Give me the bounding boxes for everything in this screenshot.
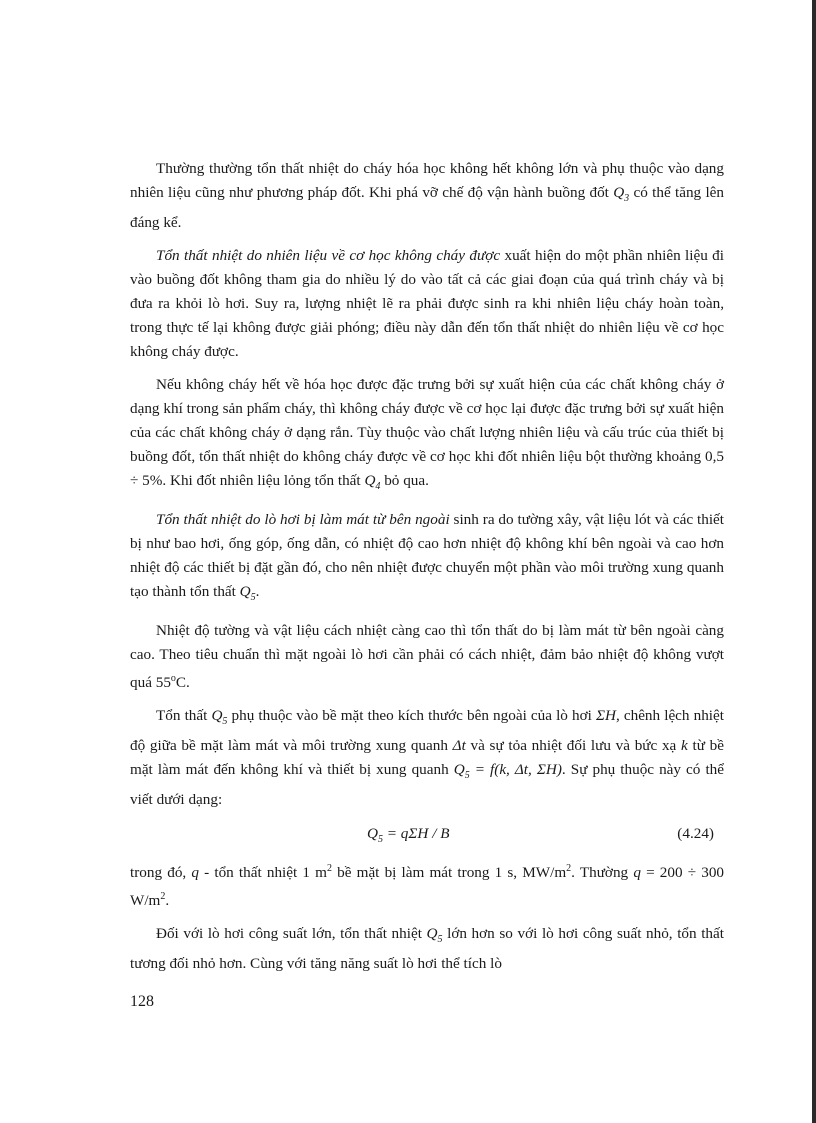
equation-formula: $Q_5 = q\Sigma H / B$ <box>367 825 450 846</box>
paragraph-5: Nhiệt độ tường và vật liệu cách nhiệt càng cao thì tổn thất do bị làm mát từ bên ngoài càng cao. Theo tiêu chuẩn thì mặt ngoài lò hơi cần phải có cách nhiệt, đảm bảo nhiệt độ không vượt quá 55$^o$C. <box>130 622 724 692</box>
paragraph-7: trong đó, q - tổn thất nhiệt 1 $m^2$ bề mặt bị làm mát trong 1 s, $MW/m^2$. Thường q = 200 ÷ 300 $W/m^2$. <box>130 863 725 910</box>
paragraph-3: Nếu không cháy hết về hóa học được đặc trưng bởi sự xuất hiện của các chất không cháy ở dạng khí trong sản phẩm cháy, thì không cháy được về cơ học lại được đặc trưng bởi sự xuất hiện của các chất không cháy ở dạng rắn. Tùy thuộc vào chất lượng nhiên liệu và cấu trúc của thiết bị buồng đốt, tổn thất nhiệt do không cháy được về cơ học khi đốt nhiên liệu bột thường khoảng 0,5 ÷ 5%. Khi đốt nhiên liệu lỏng tổn thất $Q_4$ bỏ qua. <box>130 376 724 493</box>
paragraph-4: Tổn thất nhiệt do lò hơi bị làm mát từ bên ngoài sinh ra do tường xây, vật liệu lót và các thiết bị như bao hơi, ống góp, ống dẫn, có nhiệt độ cao hơn nhiệt độ không khí bên ngoài và cao hơn nhiệt độ các thiết bị đặt gần đó, cho nên nhiệt được chuyển một phần vào môi trường xung quanh tạo thành tổn thất $Q_5$. <box>130 511 725 604</box>
body-text <box>130 157 724 985</box>
paragraph-1: Thường thường tổn thất nhiệt do cháy hóa học không hết không lớn và phụ thuộc vào dạng nhiên liệu cũng như phương pháp đốt. Khi phá vỡ chế độ vận hành buồng đốt $Q_3$ có thể tăng lên đáng kể. <box>130 160 725 232</box>
equation-4-24 <box>130 821 724 853</box>
paragraph-8: Đối với lò hơi công suất lớn, tổn thất nhiệt $Q_5$ lớn hơn so với lò hơi công suất nhỏ, tổn thất tương đối nhỏ hơn. Cùng với tăng năng suất lò hơi thể tích lò <box>130 925 724 973</box>
paragraph-2: Tổn thất nhiệt do nhiên liệu về cơ học không cháy được xuất hiện do một phần nhiên liệu đi vào buồng đốt không tham gia do nhiều lý do vào tất cả các giai đoạn của quá trình cháy và bị đưa ra khỏi lò hơi. Suy ra, lượng nhiệt lẽ ra phải được sinh ra khi nhiên liệu cháy hoàn toàn, trong thực tế lại không được giải phóng; điều này dẫn đến tổn thất nhiệt do nhiên liệu về cơ học không cháy được. <box>130 247 724 361</box>
equation-number: (4.24) <box>677 825 714 843</box>
scan-border <box>812 0 816 1123</box>
page-number: 128 <box>130 993 154 1010</box>
paragraph-6: Tổn thất $Q_5$ phụ thuộc vào bề mặt theo kích thước bên ngoài của lò hơi ΣH, chênh lệch nhiệt độ giữa bề mặt làm mát và môi trường xung quanh Δt và sự tỏa nhiệt đối lưu và bức xạ k từ bề mặt làm mát đến không khí và thiết bị xung quanh $Q_5 = f(k$, Δt, ΣH). Sự phụ thuộc này có thể viết dưới dạng: <box>130 707 724 809</box>
